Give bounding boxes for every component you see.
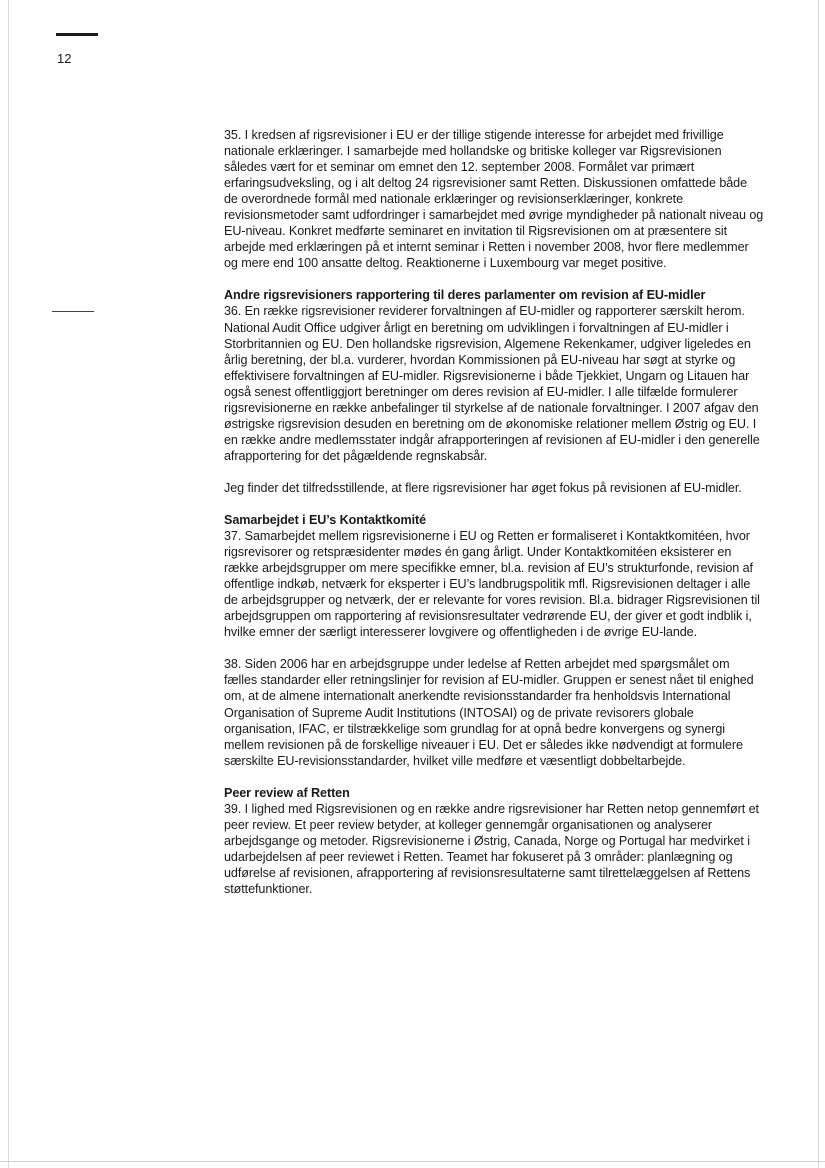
- paragraph-assessment: Jeg finder det tilfredsstillende, at flere rigsrevisioner har øget fokus på revisionen af EU-midler.: [224, 480, 742, 495]
- header-rule: [56, 33, 98, 36]
- margin-rule: [52, 311, 94, 312]
- section-heading-reporting: Andre rigsrevisioners rapportering til deres parlamenter om revision af EU-midler: [224, 288, 706, 303]
- paragraph-35: 35. I kredsen af rigsrevisioner i EU er der tillige stigende interesse for arbejdet med frivillige nationale erklæringer. I samarbejde med hollandske og britiske kolleger var Rigsrevisionen således vært for et seminar om emnet den 12. september 2008. Formålet var primært erfaringsudveksling, og i alt deltog 24 rigsrevisioner samt Retten. Diskussionen omfattede både de overordnede formål med nationale erklæringer og revisionserklæringer, konkrete revisionsmetoder samt udfordringer i samarbejdet med øvrige myndigheder på nationalt niveau og EU-niveau. Konkret medførte seminaret en invitation til Rigsrevisionen om at præsentere sit arbejde med erklæringen på et internt seminar i Retten i november 2008, hvor flere medlemmer og mere end 100 ansatte deltog. Reaktionerne i Luxembourg var meget positive.: [224, 128, 764, 271]
- scan-edge-right: [818, 0, 819, 1168]
- paragraph-37: 37. Samarbejdet mellem rigsrevisionerne i EU og Retten er formaliseret i Kontaktkomitéen, hvor rigsrevisorer og retspræsidenter mødes én gang årligt. Under Kontaktkomitéen eksisterer en række arbejdsgrupper om mere specifikke emner, bl.a. revision af EU’s strukturfonde, revision af offentlige indkøb, netværk for eksperter i EU’s landbrugspolitik mfl. Rigsrevisionen deltager i alle de arbejdsgrupper og netværk, der er relevante for vores revision. Bl.a. bidrager Rigsrevisionen til arbejdsgruppen om rapportering af revisionsresultater vedrørende EU, der giver et godt indblik i, hvilke emner der særligt interesserer lovgivere og offentligheden i de øvrige EU-lande.: [224, 529, 760, 640]
- document-body: [224, 127, 764, 897]
- scan-edge-bottom: [0, 1161, 825, 1162]
- section-heading-contact-committee: Samarbejdet i EU’s Kontaktkomité: [224, 512, 427, 527]
- paragraph-36: 36. En række rigsrevisioner reviderer forvaltningen af EU-midler og rapporterer særskilt herom. National Audit Office udgiver årligt en beretning om udviklingen i forvaltningen af EU-midler i Storbritannien og EU. Den hollandske rigsrevision, Algemene Rekenkamer, udgiver ligeledes en årlig beretning, der bl.a. vurderer, hvordan Kommissionen på EU-niveau har søgt at styrke og effektivisere forvaltningen af EU-midler. Rigsrevisionerne i både Tjekkiet, Ungarn og Litauen har også senest offentliggjort beretninger om deres revision af EU-midler. I alle tilfælde formulerer rigsrevisionerne en række anbefalinger til styrkelse af de nationale forvaltninger. I 2007 afgav den østrigske rigsrevision desuden en beretning om de økonomiske relationer mellem Østrig og EU. I en række andre medlemsstater indgår afrapporteringen af revisionen af EU-midler i den generelle afrapportering for det pågældende regnskabsår.: [224, 304, 760, 463]
- section-heading-peer-review: Peer review af Retten: [224, 785, 350, 800]
- paragraph-38: 38. Siden 2006 har en arbejdsgruppe under ledelse af Retten arbejdet med spørgsmålet om fælles standarder eller retningslinjer for revision af EU-midler. Gruppen er senest nået til enighed om, at de almene internationalt anerkendte revisionsstandarder fra henholdsvis International Organisation of Supreme Audit Institutions (INTOSAI) og de private revisorers globale organisation, IFAC, er tilstrækkelige som grundlag for at opnå bedre konvergens og synergi mellem revisionen på de forskellige niveauer i EU. Det er således ikke nødvendigt at formulere særskilte EU-revisionsstandarder, hvilket ville medføre et væsentligt dobbeltarbejde.: [224, 657, 754, 768]
- paragraph-39: 39. I lighed med Rigsrevisionen og en række andre rigsrevisioner har Retten netop gennemført et peer review. Et peer review betyder, at kolleger gennemgår organisationen og analyserer arbejdsgange og metoder. Rigsrevisionerne i Østrig, Canada, Norge og Portugal har medvirket i udarbejdelsen af peer reviewet i Retten. Teamet har fokuseret på 3 områder: planlægning og udførelse af revisionen, afrapportering af revisionsresultaterne samt tilrettelæggelsen af Rettens støttefunktioner.: [224, 801, 759, 896]
- scan-edge-left: [8, 0, 9, 1168]
- page-number: 12: [57, 51, 72, 66]
